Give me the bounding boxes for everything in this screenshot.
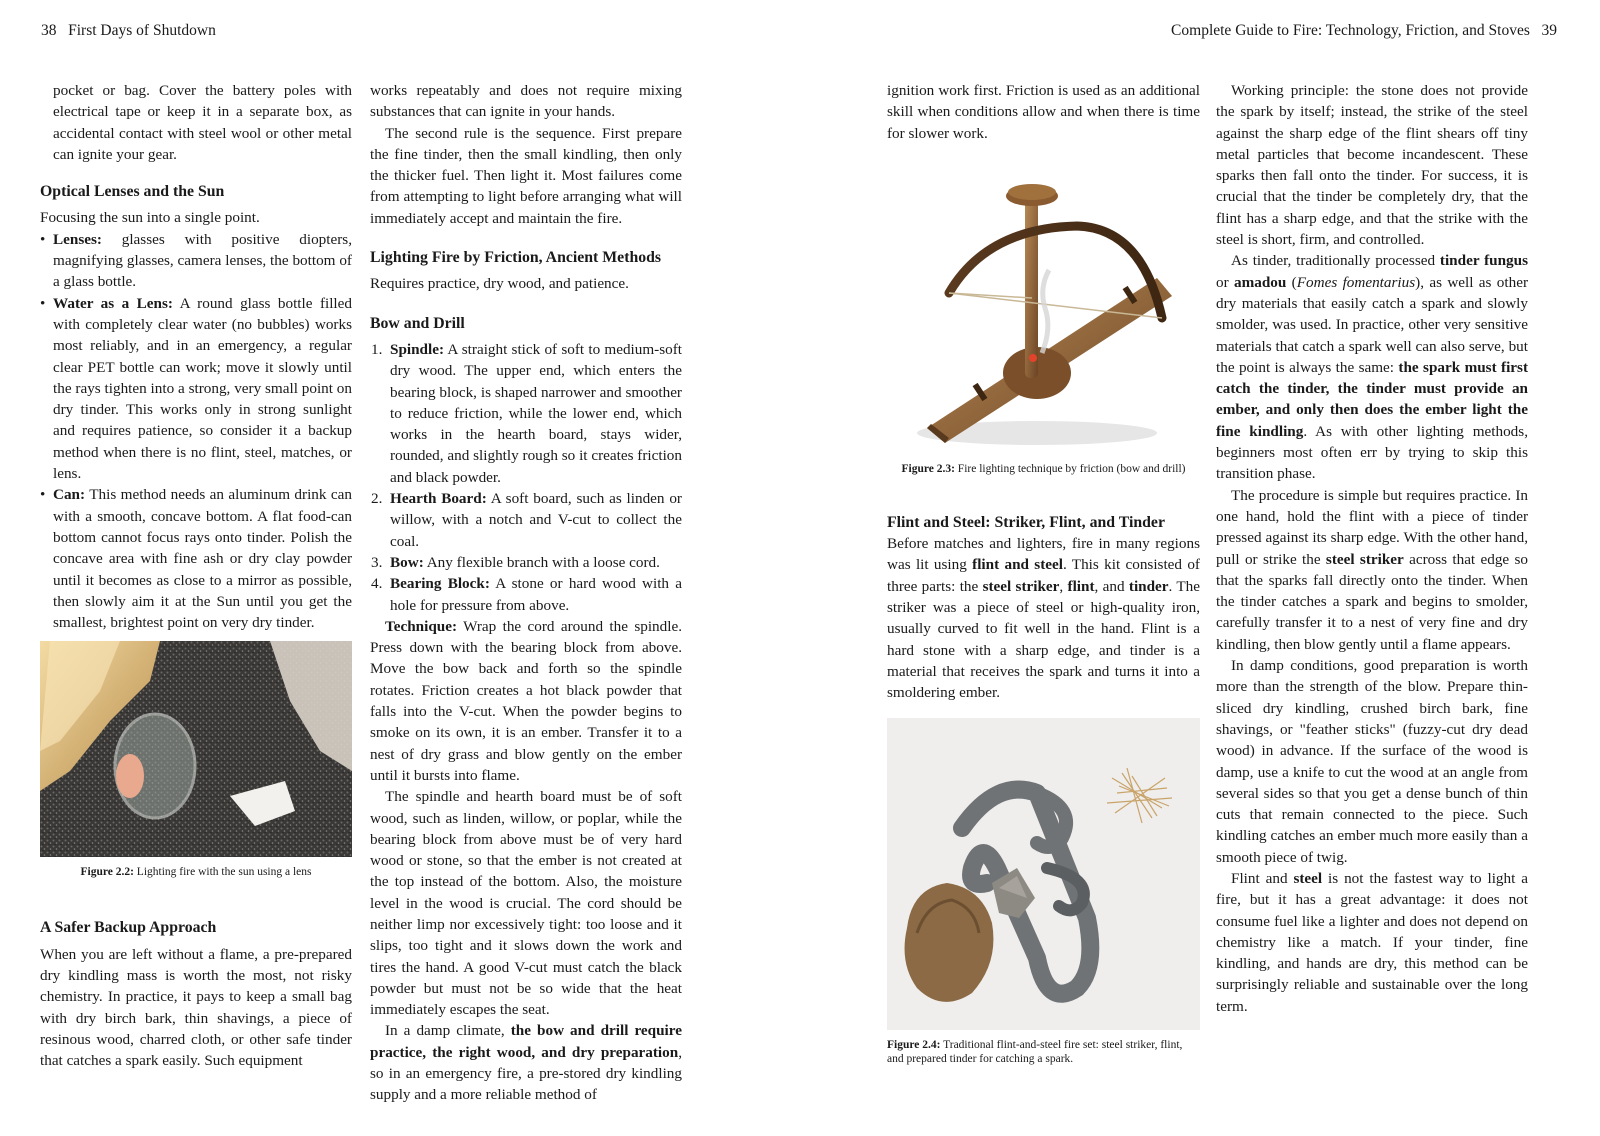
heading-flint-steel: Flint and Steel: Striker, Flint, and Tinder	[887, 513, 1165, 531]
paragraph-continued-right: ignition work first. Friction is used as an additional skill when conditions allow and when there is time for slower work.	[887, 82, 1200, 142]
running-head-right	[1171, 22, 1557, 40]
paragraph-focus: Focusing the sun into a single point.	[40, 209, 260, 227]
page-number-left: 38	[41, 22, 57, 39]
paragraph-safer: When you are left without a flame, a pre-prepared dry kindling mass is worth the most, not risky chemistry. In practice, it pays to keep a small bag with dry birch bark, thin shavings, a piece of resinous wood, charred cloth, or other safe tinder that catches a spark easily. Such equipment	[40, 945, 352, 1070]
running-head-left	[41, 22, 216, 40]
paragraph-continued: works repeatably and does not require mixing substances that can ignite in your hands.	[370, 82, 682, 121]
paragraph-spindle-hearth: The spindle and hearth board must be of soft wood, such as linden, willow, or poplar, while the bearing block from above must be of very hard wood or stone, so that the ember is not created at the top instead of the bottom. Also, the moisture level in the wood is crucial. The cord should be neither limp nor excessively tight: too loose and it slips, too tight and it slows down the work and tires the hand. A good V-cut must catch the black powder but must not be so wide that the heat immediately escapes the seat.	[370, 788, 682, 1019]
column-2	[370, 80, 682, 1106]
running-title-right: Complete Guide to Fire: Technology, Friction, and Stoves	[1171, 22, 1530, 39]
column-3	[887, 80, 1200, 1066]
figure-2-2-caption: Figure 2.2: Lighting fire with the sun using a lens	[80, 866, 312, 879]
list-item: 4. Bearing Block: A stone or hard wood with a hole for pressure from above.	[371, 575, 682, 614]
paragraph-flint-steel: Before matches and lighters, fire in many regions was lit using flint and steel. This kit consisted of three parts: the steel striker, flint, and tinder. The striker was a piece of steel or high-quality iron, usually curved to fit well in the hand. Flint is a hard stone with a sharp edge, and tinder is a material that receives the spark and turns it into a smoldering ember.	[887, 535, 1200, 702]
bow-drill-illustration-icon	[887, 158, 1200, 458]
list-item: • Water as a Lens: A round glass bottle filled with completely clear water (no bubbles) works most reliably, and in an emergency, a regular clear PET bottle can work; move it slowly until the rays tighten into a strong, very small point on dry tinder. This works only in strong sunlight and requires patience, so consider it a backup method when there is no flint, steel, matches, or lens.	[40, 293, 352, 485]
running-title-left: First Days of Shutdown	[68, 22, 216, 39]
paragraph-intro: pocket or bag. Cover the battery poles with electrical tape or keep it in a separate box, as accidental contact with steel wool or other metal can ignite your gear.	[53, 82, 352, 163]
flint-steel-kit-photo-icon	[887, 718, 1200, 1030]
figure-2-4	[887, 718, 1200, 1066]
list-item: • Lenses: glasses with positive diopters, magnifying glasses, camera lenses, the bottom of a glass bottle.	[40, 229, 352, 293]
figure-2-3-caption: Figure 2.3: Fire lighting technique by friction (bow and drill)	[901, 462, 1186, 475]
lens-sun-photo-icon	[40, 641, 352, 857]
paragraph-working-principle: Working principle: the stone does not provide the spark by itself; instead, the strike of the steel against the sharp edge of the flint shears off tiny metal particles that become incandescent. These sparks then fall onto the tinder. For success, it is crucial that the tinder be completely dry, that the flint has a sharp edge, and that the strike with the steel is short, firm, and controlled.	[1216, 82, 1528, 249]
list-item: 2. Hearth Board: A soft board, such as linden or willow, with a notch and V-cut to collect the coal.	[371, 490, 682, 550]
paragraph-damp-conditions: In damp conditions, good preparation is worth more than the strength of the blow. Prepare thin-sliced dry kindling, crushed birch bark, fine shavings, or "feather sticks" (fuzzy-cut dry dead wood) in advance. If the surface of the wood is damp, use a knife to cut the wood at an angle from several sides so that you get a dense bunch of thin cuts that remain connected to the piece. Such kindling catches an ember much more easily than a smooth piece of twig.	[1216, 657, 1528, 866]
column-4	[1216, 80, 1528, 1017]
bullet-list-lenses	[40, 229, 352, 634]
figure-2-4-caption: Figure 2.4: Traditional flint-and-steel fire set: steel striker, flint, and prepared tinder for catching a spark.	[887, 1038, 1183, 1065]
column-1	[40, 80, 352, 1072]
paragraph-tinder: As tinder, traditionally processed tinder fungus or amadou (Fomes fomentarius), as well as other dry materials that easily catch a spark and slowly smolder, was used. In practice, other very sensitive materials that catch a spark well can also serve, but the point is always the same: the spark must first catch the tinder, the tinder must provide an ember, and only then does the ember light the fine kindling. As with other lighting methods, beginners most often err by trying to skip this transition phase.	[1216, 252, 1529, 483]
page-number-right: 39	[1541, 22, 1557, 39]
paragraph-procedure: The procedure is simple but requires practice. In one hand, hold the flint with a piece of tinder pressed against its sharp edge. With the other hand, pull or strike the steel striker across that edge so that the sparks fall directly onto the tinder. When the tinder catches a spark and begins to smolder, carefully transfer it to a nest of very fine and dry kindling, then blow gently until a flame appears.	[1216, 486, 1528, 653]
paragraph-second-rule: The second rule is the sequence. First prepare the fine tinder, then the small kindling, then only the thicker fuel. Then light it. Most failures come from attempting to light before arranging what will immediately accept and maintain the fire.	[370, 124, 682, 227]
paragraph-flint-advantage: Flint and steel is not the fastest way to light a fire, but it has a great advantage: it does not consume fuel like a lighter and does not depend on chemistry like a match. If your tinder, fine kindling, and hands are dry, this method can be surprisingly reliable and sustainable over the long term.	[1216, 869, 1528, 1015]
heading-bow-drill: Bow and Drill	[370, 314, 465, 332]
numbered-list-bow-drill	[370, 339, 682, 616]
paragraph-technique: Technique: Wrap the cord around the spindle. Press down with the bearing block from above. Move the bow back and forth so the spindle rotates. Friction creates a hot black powder that falls into the V-cut. When the powder begins to smoke on its own, it is an ember. Transfer it to a nest of dry grass and blow gently on the ember until it bursts into flame.	[370, 617, 682, 784]
paragraph-requires: Requires practice, dry wood, and patience.	[370, 275, 629, 293]
paragraph-damp-climate: In a damp climate, the bow and drill require practice, the right wood, and dry preparation, so in an emergency fire, a pre-stored dry kindling supply and a more reliable method of	[370, 1022, 682, 1104]
figure-2-2	[40, 641, 352, 879]
list-item: 3. Bow: Any flexible branch with a loose cord.	[371, 553, 660, 571]
right-page	[800, 0, 1600, 1136]
list-item: 1. Spindle: A straight stick of soft to medium-soft dry wood. The upper end, which enters the bearing block, is shaped narrower and smoother to reduce friction, while the lower end, which works in the hearth board, stays wider, rounded, and slightly rough so it creates friction and black powder.	[371, 340, 682, 486]
heading-safer-backup: A Safer Backup Approach	[40, 919, 217, 937]
heading-optical-lenses: Optical Lenses and the Sun	[40, 183, 225, 201]
heading-friction: Lighting Fire by Friction, Ancient Methods	[370, 249, 662, 267]
list-item: • Can: This method needs an aluminum drink can with a smooth, concave bottom. A flat food-can bottom cannot focus rays onto tinder. Polish the concave area with fine ash or dry clay powder until it becomes as close to a mirror as possible, then slowly aim it at the Sun until you get the smallest, brightest point on very dry tinder.	[40, 484, 352, 633]
figure-2-3	[887, 158, 1200, 476]
